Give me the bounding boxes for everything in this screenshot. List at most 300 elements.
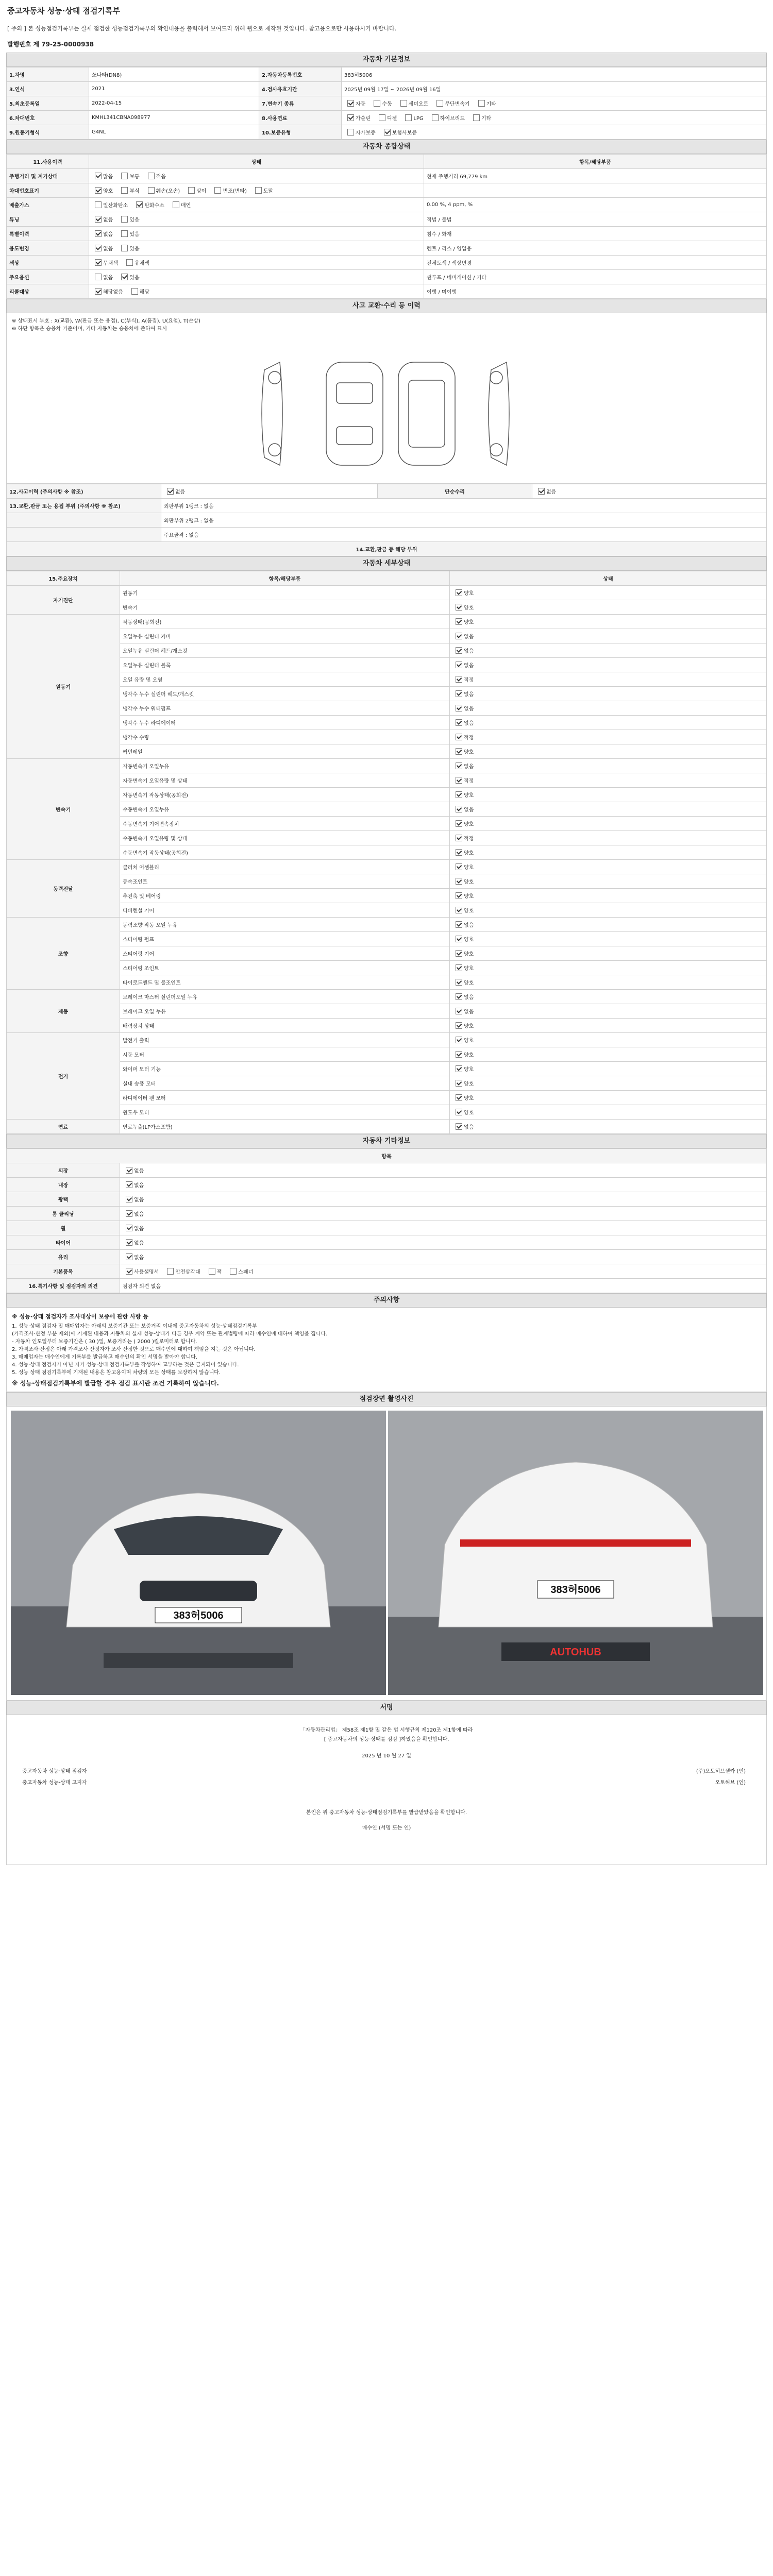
checkbox-icon bbox=[456, 633, 462, 639]
checkbox-option bbox=[452, 964, 474, 972]
detail-item: 브레이크 오일 누유 bbox=[120, 1004, 450, 1019]
basic-label: 4.검사유효기간 bbox=[259, 82, 342, 96]
plate-text: 383허5006 bbox=[550, 1584, 601, 1596]
checkbox-option bbox=[452, 1007, 474, 1015]
checkbox-option bbox=[227, 1267, 253, 1275]
checkbox-option bbox=[452, 863, 474, 871]
accident-table bbox=[6, 484, 767, 556]
table-row bbox=[7, 183, 767, 198]
sign-date: 2025 년 10 월 27 일 bbox=[362, 1753, 411, 1759]
checkbox-option bbox=[344, 114, 371, 122]
brand-text: AUTOHUB bbox=[550, 1647, 601, 1658]
fee-value: 점검자 의견 없음 bbox=[120, 1279, 767, 1293]
summary-state bbox=[89, 270, 424, 284]
detail-item: 수동변속기 작동상태(공회전) bbox=[120, 845, 450, 860]
extra-item: 광택 bbox=[7, 1192, 120, 1207]
table-row bbox=[7, 730, 767, 744]
checkbox-icon bbox=[456, 806, 462, 812]
checkbox-option bbox=[452, 1036, 474, 1044]
checkbox-icon bbox=[167, 1268, 174, 1275]
table-row bbox=[7, 615, 767, 629]
photos-block bbox=[6, 1406, 767, 1701]
checker-label: 중고자동차 성능·상태 점검자 bbox=[22, 1769, 87, 1774]
detail-state bbox=[450, 874, 767, 889]
basic-table bbox=[6, 67, 767, 140]
receive-text: 본인은 위 중고자동차 성능·상태점검기록부를 발급받았음을 확인합니다. bbox=[306, 1810, 467, 1816]
doc-number: 발행번호 제 79-25-0000938 bbox=[7, 41, 94, 48]
detail-col-state: 상태 bbox=[450, 571, 767, 586]
summary-detail: 적법 / 불법 bbox=[424, 212, 767, 227]
basic-label: 2.자동차등록번호 bbox=[259, 67, 342, 82]
summary-state bbox=[89, 183, 424, 198]
checkbox-option bbox=[164, 1267, 200, 1275]
table-row bbox=[7, 629, 767, 643]
checkbox-icon bbox=[456, 762, 462, 769]
checkbox-option bbox=[92, 230, 113, 238]
checkbox-option bbox=[452, 849, 474, 856]
detail-state bbox=[450, 643, 767, 658]
checkbox-label: 양호 bbox=[464, 1038, 474, 1044]
summary-state bbox=[89, 241, 424, 256]
table-row bbox=[7, 586, 767, 600]
checkbox-icon bbox=[95, 274, 102, 280]
summary-detail: 0.00 %, 4 ppm, % bbox=[424, 198, 767, 212]
checkbox-option bbox=[118, 215, 139, 223]
checkbox-option bbox=[452, 776, 474, 784]
checkbox-icon bbox=[436, 100, 443, 107]
checkbox-option bbox=[344, 99, 365, 107]
summary-detail: 현재 주행거리 69,779 km bbox=[424, 169, 767, 183]
table-row bbox=[7, 600, 767, 615]
detail-item: 자동변속기 작동상태(공회전) bbox=[120, 788, 450, 802]
table-row bbox=[7, 658, 767, 672]
section-sign: 서명 bbox=[6, 1701, 767, 1715]
checkbox-label: 양호 bbox=[464, 605, 474, 611]
basic-value: 2022-04-15 bbox=[89, 96, 259, 111]
table-row bbox=[7, 990, 767, 1004]
notes-line: 1. 성능·상태 점검자 및 매매업자는 아래의 보증기간 또는 보증거리 이내에 중고자동차의 성능·상태점검기록부 bbox=[12, 1324, 257, 1329]
fuel-options bbox=[342, 111, 767, 125]
detail-state bbox=[450, 744, 767, 759]
checkbox-icon bbox=[148, 173, 155, 179]
checkbox-label: 양호 bbox=[464, 937, 474, 943]
summary-col-state: 상태 bbox=[89, 155, 424, 169]
summary-state bbox=[89, 227, 424, 241]
checkbox-option bbox=[452, 993, 474, 1001]
checkbox-option bbox=[402, 114, 423, 122]
detail-item: 발전기 출력 bbox=[120, 1033, 450, 1047]
checkbox-icon bbox=[456, 892, 462, 899]
detail-state bbox=[450, 860, 767, 874]
checkbox-icon bbox=[121, 216, 128, 223]
detail-item: 등속조인트 bbox=[120, 874, 450, 889]
table-row bbox=[7, 701, 767, 716]
table-row bbox=[7, 1062, 767, 1076]
notifier-value: 오토허브 (인) bbox=[715, 1780, 746, 1786]
detail-item: 실내 송풍 모터 bbox=[120, 1076, 450, 1091]
checkbox-label: 없음 bbox=[464, 807, 474, 813]
table-row bbox=[7, 802, 767, 817]
summary-detail: 이행 / 미이행 bbox=[424, 284, 767, 299]
detail-state bbox=[450, 1091, 767, 1105]
checkbox-icon bbox=[456, 589, 462, 596]
checkbox-icon bbox=[456, 921, 462, 928]
checkbox-option bbox=[452, 647, 474, 654]
basic-value: KMHL341CBNA098977 bbox=[89, 111, 259, 125]
checkbox-icon bbox=[456, 1065, 462, 1072]
checkbox-label: 부식 bbox=[129, 189, 140, 194]
checkbox-label: 적정 bbox=[464, 836, 474, 842]
checkbox-icon bbox=[384, 129, 391, 135]
detail-state bbox=[450, 831, 767, 845]
checkbox-icon bbox=[347, 100, 354, 107]
basic-value: 383허5006 bbox=[342, 67, 767, 82]
checkbox-label: 없음 bbox=[464, 1009, 474, 1015]
checkbox-label: 양호 bbox=[464, 851, 474, 856]
section-basic: 자동차 기본정보 bbox=[6, 53, 767, 67]
checkbox-label: 없음 bbox=[134, 1212, 144, 1217]
detail-state bbox=[450, 687, 767, 701]
checkbox-option bbox=[452, 661, 474, 669]
checkbox-icon bbox=[131, 288, 138, 295]
checkbox-label: 자가보증 bbox=[356, 130, 376, 136]
summary-col-detail: 항목/해당부품 bbox=[424, 155, 767, 169]
detail-group: 전기 bbox=[7, 1033, 120, 1120]
summary-state bbox=[89, 256, 424, 270]
checkbox-label: 없음 bbox=[103, 246, 113, 252]
checkbox-icon bbox=[95, 259, 102, 266]
checkbox-option bbox=[92, 287, 123, 295]
checkbox-option bbox=[92, 273, 113, 281]
checkbox-option bbox=[452, 675, 474, 683]
checkbox-label: 상이 bbox=[196, 189, 207, 194]
checkbox-label: 양호 bbox=[464, 591, 474, 597]
checkbox-label: 사용설명서 bbox=[134, 1269, 159, 1275]
checkbox-icon bbox=[95, 245, 102, 251]
checkbox-icon bbox=[121, 187, 128, 194]
checkbox-option bbox=[123, 1181, 144, 1189]
checkbox-icon bbox=[456, 907, 462, 913]
checkbox-icon bbox=[188, 187, 195, 194]
detail-state bbox=[450, 802, 767, 817]
detail-group: 제동 bbox=[7, 990, 120, 1033]
table-row bbox=[7, 1091, 767, 1105]
checkbox-option bbox=[452, 805, 474, 813]
detail-state bbox=[450, 975, 767, 990]
checkbox-label: 적정 bbox=[464, 735, 474, 741]
detail-item: 클러치 어셈블리 bbox=[120, 860, 450, 874]
sign-block bbox=[6, 1715, 767, 1865]
checkbox-icon bbox=[456, 777, 462, 784]
checkbox-label: 기타 bbox=[486, 101, 496, 107]
checkbox-label: 잭 bbox=[216, 1269, 222, 1275]
notes-line: - 자동차 인도일부터 보증기간은 ( 30 )일, 보증거리는 ( 2000 )킬로미터로 합니다. bbox=[12, 1339, 197, 1345]
basic-value: G4NL bbox=[89, 125, 259, 140]
summary-state bbox=[89, 198, 424, 212]
summary-state bbox=[89, 284, 424, 299]
checkbox-label: 디젤 bbox=[386, 116, 397, 122]
checkbox-label: 안전삼각대 bbox=[175, 1269, 200, 1275]
table-row bbox=[7, 961, 767, 975]
checkbox-label: 양호 bbox=[464, 894, 474, 900]
checkbox-label: 탄화수소 bbox=[144, 203, 164, 209]
checkbox-label: 양호 bbox=[464, 822, 474, 827]
checkbox-icon bbox=[347, 129, 354, 135]
extra-state bbox=[120, 1250, 767, 1264]
checkbox-icon bbox=[374, 100, 380, 107]
checkbox-label: 없음 bbox=[134, 1226, 144, 1232]
checkbox-label: 없음 bbox=[464, 634, 474, 640]
car-front-photo-icon bbox=[11, 1411, 386, 1695]
detail-state bbox=[450, 701, 767, 716]
table-row bbox=[7, 270, 767, 284]
car-outline-icon bbox=[244, 354, 532, 473]
detail-item: 수동변속기 기어변속장치 bbox=[120, 817, 450, 831]
detail-item: 냉각수 수량 bbox=[120, 730, 450, 744]
table-row bbox=[7, 227, 767, 241]
detail-state bbox=[450, 932, 767, 946]
table-row bbox=[7, 773, 767, 788]
detail-state bbox=[450, 817, 767, 831]
checkbox-icon bbox=[456, 1037, 462, 1043]
summary-detail: 침수 / 화재 bbox=[424, 227, 767, 241]
car-diagram bbox=[6, 313, 767, 484]
checkbox-label: 양호 bbox=[464, 1096, 474, 1101]
checkbox-option bbox=[344, 128, 376, 136]
checkbox-label: 없음 bbox=[464, 995, 474, 1001]
checkbox-icon bbox=[456, 1109, 462, 1115]
checkbox-icon bbox=[95, 187, 102, 194]
table-row bbox=[7, 1004, 767, 1019]
table-row bbox=[7, 1221, 767, 1235]
extra-state bbox=[120, 1235, 767, 1250]
detail-state bbox=[450, 716, 767, 730]
checkbox-option bbox=[118, 244, 139, 252]
plate-text: 383허5006 bbox=[173, 1610, 224, 1621]
checkbox-icon bbox=[126, 1196, 132, 1202]
checkbox-icon bbox=[456, 979, 462, 986]
detail-col-item: 항목/해당부품 bbox=[120, 571, 450, 586]
detail-state bbox=[450, 1105, 767, 1120]
checkbox-icon bbox=[95, 230, 102, 237]
checkbox-icon bbox=[456, 734, 462, 740]
extra-item: 유리 bbox=[7, 1250, 120, 1264]
detail-item: 커먼레일 bbox=[120, 744, 450, 759]
extra-state bbox=[120, 1221, 767, 1235]
checkbox-label: 없음 bbox=[103, 232, 113, 238]
table-row bbox=[7, 1207, 767, 1221]
checkbox-option bbox=[475, 99, 496, 107]
detail-item: 원동기 bbox=[120, 586, 450, 600]
checkbox-label: 많음 bbox=[103, 174, 113, 180]
basic-value: 2025년 09월 17일 ~ 2026년 09월 16일 bbox=[342, 82, 767, 96]
checkbox-option bbox=[123, 1166, 144, 1174]
law-text: 「자동차관리법」 제58조 제1항 및 같은 법 시행규칙 제120조 제1항에 따라 bbox=[300, 1727, 473, 1733]
checkbox-label: 없음 bbox=[134, 1197, 144, 1203]
checkbox-label: 양호 bbox=[464, 1067, 474, 1073]
section-detail: 자동차 세부상태 bbox=[6, 556, 767, 571]
checkbox-label: 양호 bbox=[464, 1110, 474, 1116]
basic-label: 7.변속기 종류 bbox=[259, 96, 342, 111]
checkbox-icon bbox=[456, 604, 462, 611]
detail-item: 스티어링 조인트 bbox=[120, 961, 450, 975]
checkbox-label: 매연 bbox=[180, 203, 191, 209]
checkbox-icon bbox=[478, 100, 485, 107]
notes-block bbox=[6, 1308, 767, 1392]
detail-item: 윈도우 모터 bbox=[120, 1105, 450, 1120]
accident-value: 없음 bbox=[532, 484, 767, 499]
checkbox-option bbox=[92, 259, 118, 266]
accident-label bbox=[7, 528, 161, 542]
checkbox-option bbox=[123, 1253, 144, 1261]
summary-label: 특별이력 bbox=[7, 227, 89, 241]
checkbox-icon bbox=[456, 1008, 462, 1014]
summary-col-item: 11.사용이력 bbox=[7, 155, 89, 169]
checkbox-label: 없음 bbox=[134, 1168, 144, 1174]
checkbox-label: 보험사보증 bbox=[392, 130, 417, 136]
checkbox-option bbox=[452, 892, 474, 900]
checkbox-option bbox=[206, 1267, 222, 1275]
detail-item: 변속기 bbox=[120, 600, 450, 615]
checkbox-label: 양호 bbox=[464, 952, 474, 957]
checkbox-icon bbox=[136, 201, 143, 208]
summary-detail: 썬루프 / 네비게이션 / 기타 bbox=[424, 270, 767, 284]
checkbox-option bbox=[470, 114, 491, 122]
checkbox-icon bbox=[121, 173, 128, 179]
checkbox-option bbox=[376, 114, 397, 122]
detail-item: 냉각수 누수 실린더 헤드/개스킷 bbox=[120, 687, 450, 701]
checkbox-option bbox=[452, 877, 474, 885]
detail-state bbox=[450, 1019, 767, 1033]
extra-item: 외장 bbox=[7, 1163, 120, 1178]
table-row bbox=[7, 874, 767, 889]
checkbox-option bbox=[452, 935, 474, 943]
checkbox-label: 양호 bbox=[464, 620, 474, 625]
checkbox-option bbox=[123, 1210, 144, 1217]
checkbox-option bbox=[452, 1079, 474, 1087]
checkbox-icon bbox=[173, 201, 179, 208]
rear-photo bbox=[388, 1411, 763, 1695]
checkbox-option bbox=[433, 99, 469, 107]
checkbox-icon bbox=[405, 114, 412, 121]
detail-item: 오일 유량 및 오염 bbox=[120, 672, 450, 687]
detail-state bbox=[450, 918, 767, 932]
section-photos: 점검장면 촬영사진 bbox=[6, 1392, 767, 1406]
section-notes: 주의사항 bbox=[6, 1293, 767, 1308]
summary-detail: 전체도색 / 색상변경 bbox=[424, 256, 767, 270]
basic-label: 5.최초등록일 bbox=[7, 96, 89, 111]
checkbox-icon bbox=[456, 1022, 462, 1029]
table-row bbox=[7, 1033, 767, 1047]
summary-label: 색상 bbox=[7, 256, 89, 270]
checkbox-icon bbox=[456, 1123, 462, 1130]
detail-state bbox=[450, 615, 767, 629]
checkbox-icon bbox=[379, 114, 385, 121]
basic-value: 쏘나타(DN8) bbox=[89, 67, 259, 82]
table-row bbox=[7, 759, 767, 773]
detail-group: 연료 bbox=[7, 1120, 120, 1134]
checkbox-option bbox=[452, 704, 474, 712]
basic-label: 8.사용연료 bbox=[259, 111, 342, 125]
table-row bbox=[7, 932, 767, 946]
checkbox-icon bbox=[456, 1094, 462, 1101]
notifier-label: 중고자동차 성능·상태 고지자 bbox=[22, 1780, 87, 1786]
table-row bbox=[7, 1105, 767, 1120]
table-row bbox=[7, 241, 767, 256]
detail-col-main: 15.주요장치 bbox=[7, 571, 120, 586]
checkbox-label: 있음 bbox=[129, 217, 140, 223]
extra-state bbox=[120, 1163, 767, 1178]
checkbox-icon bbox=[126, 259, 133, 266]
checkbox-option bbox=[118, 172, 139, 180]
diagram-legend bbox=[12, 317, 200, 333]
table-row bbox=[7, 284, 767, 299]
detail-state bbox=[450, 845, 767, 860]
detail-item: 동력조향 작동 오일 누유 bbox=[120, 918, 450, 932]
checkbox-icon bbox=[456, 1051, 462, 1058]
checkbox-option bbox=[133, 201, 164, 209]
checkbox-label: 해당없음 bbox=[103, 290, 123, 295]
checkbox-option bbox=[452, 906, 474, 914]
extra-item: 기본품목 bbox=[7, 1264, 120, 1279]
checkbox-option bbox=[452, 791, 474, 799]
detail-item: 냉각수 누수 워터펌프 bbox=[120, 701, 450, 716]
notes-line: 5. 성능 상태 점검기록부에 기재된 내용은 참고용이며 차량의 모든 상태를 보장하지 않습니다. bbox=[12, 1370, 221, 1376]
document bbox=[6, 4, 767, 1865]
checkbox-label: 양호 bbox=[464, 750, 474, 755]
detail-state bbox=[450, 1004, 767, 1019]
checkbox-icon bbox=[456, 950, 462, 957]
checkbox-icon bbox=[214, 187, 221, 194]
notes-line: 2. 가격조사·산정은 아래 가격조사·산정자가 조사 산정한 것으로 매수인에 대하여 책임을 지는 것은 아닙니다. bbox=[12, 1347, 256, 1352]
checkbox-option bbox=[185, 187, 206, 194]
checkbox-option bbox=[452, 834, 474, 842]
detail-item: 라디에이터 팬 모터 bbox=[120, 1091, 450, 1105]
checkbox-label: 양호 bbox=[464, 865, 474, 871]
checkbox-label: 있음 bbox=[129, 275, 140, 281]
checkbox-label: 가솔린 bbox=[356, 116, 371, 122]
detail-item: 와이퍼 모터 기능 bbox=[120, 1062, 450, 1076]
checkbox-icon bbox=[255, 187, 262, 194]
checkbox-option bbox=[452, 748, 474, 755]
checkbox-icon bbox=[456, 993, 462, 1000]
checkbox-icon bbox=[121, 245, 128, 251]
detail-state bbox=[450, 759, 767, 773]
detail-item: 작동상태(공회전) bbox=[120, 615, 450, 629]
table-row bbox=[7, 1235, 767, 1250]
detail-state bbox=[450, 1047, 767, 1062]
checkbox-label: 적정 bbox=[464, 778, 474, 784]
notes-final: ※ 성능·상태점검기록부에 발급할 경우 점검 표시란 조건 기록하여 않습니다. bbox=[12, 1380, 219, 1387]
table-row bbox=[7, 788, 767, 802]
accident-label bbox=[7, 513, 161, 528]
checkbox-label: 있음 bbox=[129, 232, 140, 238]
checkbox-icon bbox=[121, 230, 128, 237]
checkbox-icon bbox=[126, 1210, 132, 1217]
checkbox-icon bbox=[456, 1080, 462, 1087]
checkbox-icon bbox=[126, 1181, 132, 1188]
checkbox-icon bbox=[126, 1268, 132, 1275]
checkbox-icon bbox=[121, 274, 128, 280]
basic-label: 9.원동기형식 bbox=[7, 125, 89, 140]
detail-item: 수동변속기 오일누유 bbox=[120, 802, 450, 817]
warranty-options bbox=[342, 125, 767, 140]
checkbox-option bbox=[452, 603, 474, 611]
notes-line: 4. 성능·상태 점검자가 아닌 자가 성능·상태 점검기록부를 작성하여 교부하는 것은 금지되어 있습니다. bbox=[12, 1362, 239, 1368]
checkbox-icon bbox=[148, 187, 155, 194]
table-row bbox=[7, 903, 767, 918]
table-row bbox=[7, 1019, 767, 1033]
